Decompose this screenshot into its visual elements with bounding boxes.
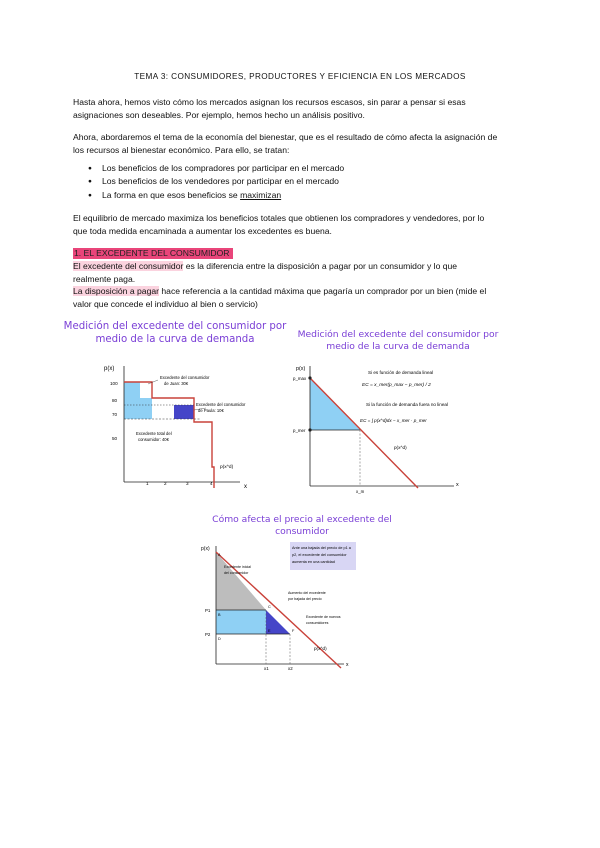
surplus-paula-light-area	[140, 398, 152, 419]
term-consumer-surplus: El excedente del consumidor	[73, 261, 184, 271]
section-heading: 1. EL EXCEDENTE DEL CONSUMIDOR	[73, 248, 233, 259]
linear-formula: EC = x_mer(p_max − p_mer) / 2	[362, 383, 431, 388]
annotation-juan-line1: Excedente del consumidor	[160, 375, 210, 380]
annotation-new-line1: Excedente de nuevos	[306, 615, 341, 619]
bullet-3-text: La forma en que esos beneficios se	[102, 189, 241, 200]
x-quantity-tick: x_m	[356, 489, 365, 494]
demand-label: p(x^d)	[314, 646, 327, 651]
point-f-label: F	[292, 629, 295, 633]
tick-80: 80	[112, 398, 118, 403]
x-tick-2: 2	[164, 481, 167, 486]
equilibrium-line1: El equilibrio de mercado maximiza los beneficios totales que obtienen los compradores y vendedores, por lo	[73, 213, 485, 223]
y-axis-label: p(x)	[104, 366, 115, 372]
annotation-increase-line1: Aumento del excedente	[288, 591, 326, 595]
p1-label: P1	[205, 608, 211, 613]
point-d-label: D	[218, 637, 221, 641]
x-axis-label: x	[456, 482, 459, 488]
figure-2-title-line1: Medición del excedente del consumidor por	[297, 329, 499, 340]
surplus-juan-area	[124, 382, 140, 419]
intro-paragraph-1	[73, 96, 533, 122]
linear-note: Si es función de demanda lineal	[368, 370, 434, 375]
x-tick-4: 4	[210, 481, 213, 486]
x-tick-3: 3	[186, 481, 189, 486]
figure-3-title-line1: Cómo afecta el precio al excedente del	[212, 514, 392, 525]
figure-2-title	[292, 329, 504, 353]
annotation-juan-line2: de Juan: 30€	[164, 381, 189, 386]
nonlinear-note: Si la función de demanda fuera no lineal	[366, 402, 448, 407]
box-line3: aumenta en una cantidad	[292, 560, 335, 564]
demand-line	[310, 378, 418, 488]
definition-2-line2: valor que concede el individuo al bien o servicio)	[73, 298, 258, 309]
box-line1: Ante una bajada del precio de p1 a	[292, 546, 351, 550]
x1-label: x1	[264, 666, 269, 670]
annotation-paula-line1: Excedente del consumidor	[196, 402, 246, 407]
x-tick-1: 1	[146, 481, 149, 486]
figure-2-linear-demand-chart	[290, 362, 480, 494]
x2-label: x2	[288, 666, 293, 670]
x-axis-label: x	[244, 484, 247, 490]
market-price-point	[308, 428, 311, 431]
intro-p1-line2: asignaciones son deseables. Por ejemplo, hemos hecho un análisis positivo.	[73, 110, 365, 120]
point-b-label: B	[218, 613, 221, 617]
annotation-total-line2: consumidor: 40€	[138, 437, 169, 442]
annotation-initial-line1: Excedente inicial	[224, 565, 251, 569]
equilibrium-paragraph	[73, 212, 533, 238]
p-mer-label: p_mer	[293, 428, 306, 433]
point-c-label: C	[268, 605, 271, 609]
bullet-item: ● Los beneficios de los vendedores por participar en el mercado	[88, 175, 344, 188]
annotation-total-line1: Excedente total del	[136, 431, 172, 436]
definition-1-rest: es la diferencia entre la disposición a pagar por un consumidor y lo que	[183, 261, 458, 271]
tick-50: 50	[112, 436, 118, 441]
point-e-label: E	[268, 629, 271, 633]
bullet-list	[88, 162, 344, 202]
surplus-paula-area	[174, 405, 194, 419]
bullet-item	[88, 189, 344, 202]
figure-3-price-change-chart	[196, 540, 356, 670]
definition-1-line2: realmente paga.	[73, 273, 136, 284]
p2-label: P2	[205, 632, 211, 637]
annotation-new-line2: consumidores	[306, 621, 329, 625]
bullet-item: ● Los beneficios de los compradores por participar en el mercado	[88, 162, 344, 175]
tick-70: 70	[112, 412, 118, 417]
figure-1-title-line2: medio de la curva de demanda	[95, 334, 255, 345]
figure-1-title	[55, 320, 295, 346]
nonlinear-formula: EC = ∫ p(x^d)dx − x_mer · p_mer	[360, 418, 427, 423]
p-max-label: p_max	[293, 376, 307, 381]
initial-surplus-area	[216, 552, 266, 610]
tick-100: 100	[110, 381, 118, 386]
point-a-label: A	[218, 553, 221, 557]
definition-2-rest: hace referencia a la cantidad máxima que pagaría un comprador por un bien (mide el	[159, 286, 487, 296]
demand-label: p(x^d)	[220, 465, 234, 470]
demand-label: p(x^d)	[394, 445, 407, 450]
figure-2-title-line2: medio de la curva de demanda	[326, 341, 470, 352]
box-line2: p2, el excedente del consumidor	[292, 553, 347, 557]
x-axis-label: x	[346, 662, 349, 668]
definition-consumer-surplus	[73, 260, 533, 310]
equilibrium-line2: que toda medida encaminada a aumentar los excedentes es buena.	[73, 226, 332, 236]
intro-paragraph-2	[73, 131, 533, 157]
intro-p2-line2: los recursos al bienestar económico. Para ello, se tratan:	[73, 145, 290, 155]
term-willingness-to-pay: La disposición a pagar	[73, 286, 159, 296]
figure-1-step-demand-chart	[90, 360, 280, 495]
bullet-3-underlined: maximizan	[240, 189, 282, 200]
annotation-initial-line2: del consumidor	[224, 571, 249, 575]
figure-1-title-line1: Medición del excedente del consumidor por	[63, 321, 287, 332]
y-axis-label: p(x)	[296, 366, 306, 372]
annotation-increase-line2: por bajada del precio	[288, 597, 322, 601]
surplus-increase-area	[216, 610, 266, 634]
intro-p1-line1: Hasta ahora, hemos visto cómo los mercados asignan los recursos escasos, sin parar a pensar si esas	[73, 97, 466, 107]
intro-p2-line1: Ahora, abordaremos el tema de la economía del bienestar, que es el resultado de cómo afecta la asignación de	[73, 132, 498, 142]
figure-3-title-line2: consumidor	[275, 526, 329, 537]
max-price-point	[308, 376, 311, 379]
figure-3-title	[196, 514, 408, 538]
document-title: TEMA 3: CONSUMIDORES, PRODUCTORES Y EFICIENCIA EN LOS MERCADOS	[134, 72, 466, 81]
annotation-paula-line2: de Paula: 10€	[198, 408, 224, 413]
y-axis-label: p(x)	[201, 546, 210, 552]
